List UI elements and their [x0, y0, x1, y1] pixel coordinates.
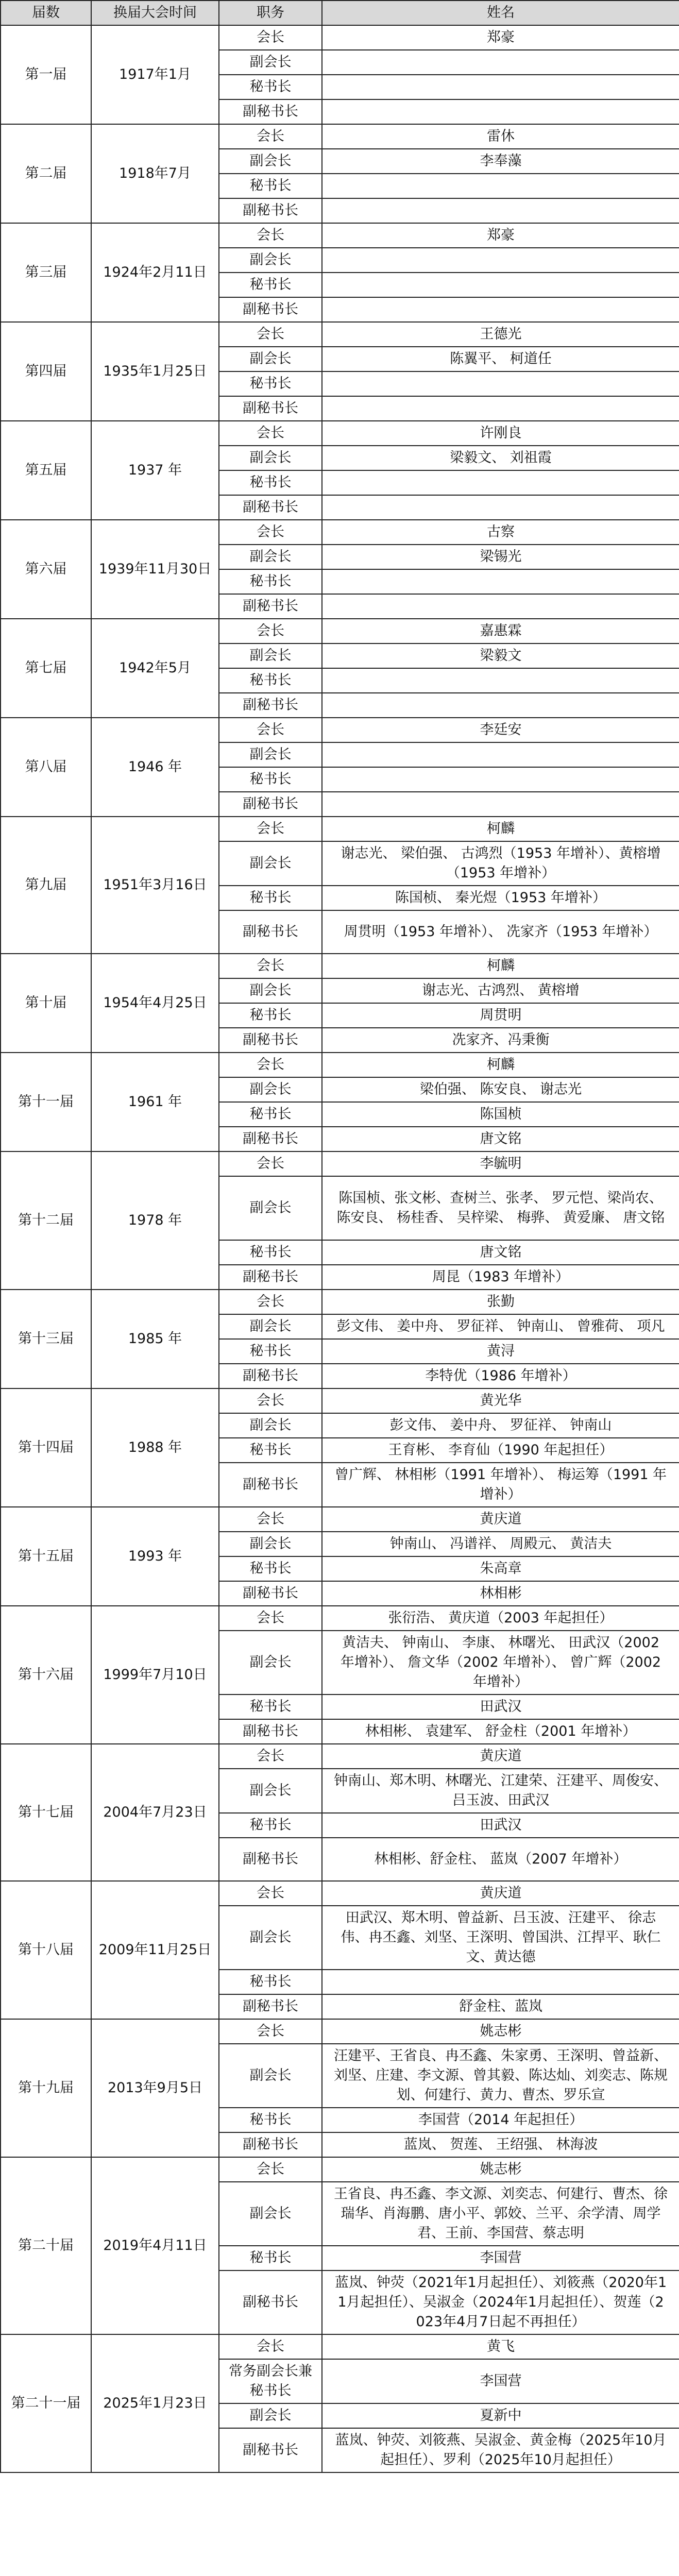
role-cell: 副秘书长	[219, 1463, 322, 1507]
date-cell: 1988 年	[91, 1388, 219, 1507]
name-cell: 黄庆道	[322, 1507, 679, 1532]
session-cell: 第十四届	[1, 1388, 91, 1507]
name-cell: 唐文铭	[322, 1127, 679, 1151]
name-cell: 雷休	[322, 124, 679, 149]
role-cell: 秘书长	[219, 1102, 322, 1127]
name-cell: 李廷安	[322, 718, 679, 742]
header-role: 职务	[219, 1, 322, 25]
role-cell: 会长	[219, 1290, 322, 1314]
session-cell: 第十六届	[1, 1606, 91, 1744]
name-cell: 李国营	[322, 2246, 679, 2270]
role-cell: 会长	[219, 520, 322, 545]
role-cell: 副秘书长	[219, 2270, 322, 2334]
name-cell	[322, 174, 679, 198]
name-cell: 李国营	[322, 2359, 679, 2403]
role-cell: 副会长	[219, 2044, 322, 2108]
role-cell: 秘书长	[219, 75, 322, 99]
date-cell: 2025年1月23日	[91, 2334, 219, 2472]
session-cell: 第一届	[1, 25, 91, 124]
name-cell: 陈国桢	[322, 1102, 679, 1127]
name-cell	[322, 248, 679, 273]
name-cell: 李毓明	[322, 1151, 679, 1176]
session-cell: 第二十届	[1, 2157, 91, 2334]
header-date: 换届大会时间	[91, 1, 219, 25]
name-cell: 蓝岚、钟荧（2021年1月起担任）、刘筱燕（2020年11月起担任）、吴淑金（2024年1月起担任）、贺莲（2023年4月7日起不再担任）	[322, 2270, 679, 2334]
role-cell: 副会长	[219, 1532, 322, 1556]
session-cell: 第八届	[1, 718, 91, 817]
name-cell	[322, 371, 679, 396]
role-cell: 副会长	[219, 1906, 322, 1970]
name-cell: 陈国桢、 秦光煜（1953 年增补）	[322, 886, 679, 910]
name-cell: 彭文伟、 姜中舟、 罗征祥、 钟南山	[322, 1413, 679, 1438]
role-cell: 会长	[219, 619, 322, 643]
role-cell: 副会长	[219, 643, 322, 668]
role-cell: 副秘书长	[219, 1581, 322, 1606]
session-cell: 第十一届	[1, 1053, 91, 1151]
role-cell: 会长	[219, 2334, 322, 2359]
table-row	[1, 322, 679, 347]
role-cell: 副秘书长	[219, 1127, 322, 1151]
session-cell: 第二十一届	[1, 2334, 91, 2472]
name-cell: 郑豪	[322, 25, 679, 50]
table-row	[1, 421, 679, 446]
name-cell: 梁锡光	[322, 545, 679, 569]
table-row	[1, 2157, 679, 2182]
role-cell: 秘书长	[219, 1003, 322, 1028]
name-cell	[322, 198, 679, 223]
name-cell: 姚志彬	[322, 2157, 679, 2182]
name-cell: 梁伯强、 陈安良、 谢志光	[322, 1077, 679, 1102]
name-cell	[322, 742, 679, 767]
role-cell: 副秘书长	[219, 297, 322, 322]
role-cell: 秘书长	[219, 273, 322, 297]
name-cell	[322, 75, 679, 99]
table-row	[1, 223, 679, 248]
role-cell: 会长	[219, 718, 322, 742]
role-cell: 副秘书长	[219, 2132, 322, 2157]
role-cell: 常务副会长兼秘书长	[219, 2359, 322, 2403]
name-cell: 彭文伟、 姜中舟、 罗征祥、 钟南山、 曾雅荷、 项凡	[322, 1314, 679, 1339]
role-cell: 会长	[219, 322, 322, 347]
role-cell: 副会长	[219, 446, 322, 470]
date-cell: 2013年9月5日	[91, 2019, 219, 2157]
role-cell: 副秘书长	[219, 792, 322, 817]
table-row	[1, 1151, 679, 1176]
date-cell: 1951年3月16日	[91, 817, 219, 954]
name-cell: 许刚良	[322, 421, 679, 446]
date-cell: 1999年7月10日	[91, 1606, 219, 1744]
name-cell: 黄飞	[322, 2334, 679, 2359]
table-row	[1, 817, 679, 841]
role-cell: 副会长	[219, 50, 322, 75]
session-cell: 第十三届	[1, 1290, 91, 1388]
name-cell: 张衍浩、 黄庆道（2003 年起担任）	[322, 1606, 679, 1631]
table-row	[1, 520, 679, 545]
name-cell: 梁毅文、 刘祖霞	[322, 446, 679, 470]
name-cell: 黄光华	[322, 1388, 679, 1413]
role-cell: 副会长	[219, 545, 322, 569]
role-cell: 副秘书长	[219, 693, 322, 718]
role-cell: 副会长	[219, 347, 322, 371]
name-cell: 柯麟	[322, 817, 679, 841]
table-row	[1, 25, 679, 50]
role-cell: 秘书长	[219, 470, 322, 495]
name-cell: 陈翼平、 柯道任	[322, 347, 679, 371]
table-row	[1, 954, 679, 978]
role-cell: 会长	[219, 1388, 322, 1413]
name-cell: 蓝岚、钟荧、刘筱燕、吴淑金、黄金梅（2025年10月起担任）、罗利（2025年10月起担任）	[322, 2428, 679, 2472]
name-cell	[322, 693, 679, 718]
name-cell	[322, 297, 679, 322]
name-cell: 汪建平、王省良、冉丕鑫、朱家勇、王深明、曾益新、刘坚、庄建、李文源、曾其毅、陈达灿、刘奕志、陈规划、何建行、黄力、曹杰、罗乐宣	[322, 2044, 679, 2108]
name-cell: 李国营（2014 年起担任）	[322, 2108, 679, 2132]
name-cell: 黄庆道	[322, 1881, 679, 1906]
date-cell: 1937 年	[91, 421, 219, 520]
role-cell: 会长	[219, 817, 322, 841]
name-cell: 王省良、冉丕鑫、李文源、刘奕志、何建行、曹杰、徐瑞华、肖海鹏、唐小平、郭姣、兰平、余学清、周学君、王前、李国营、蔡志明	[322, 2182, 679, 2246]
role-cell: 副秘书长	[219, 495, 322, 520]
table-row	[1, 718, 679, 742]
session-cell: 第十二届	[1, 1151, 91, 1290]
name-cell: 钟南山、郑木明、林曙光、江建荣、汪建平、周俊安、吕玉波、田武汉	[322, 1769, 679, 1813]
name-cell: 王德光	[322, 322, 679, 347]
role-cell: 会长	[219, 1053, 322, 1077]
role-cell: 秘书长	[219, 371, 322, 396]
table-row	[1, 1507, 679, 1532]
name-cell: 周昆（1983 年增补）	[322, 1265, 679, 1290]
role-cell: 秘书长	[219, 668, 322, 693]
role-cell: 秘书长	[219, 1970, 322, 1994]
role-cell: 副秘书长	[219, 396, 322, 421]
role-cell: 副秘书长	[219, 1719, 322, 1744]
name-cell: 田武汉、郑木明、曾益新、吕玉波、汪建平、 徐志伟、冉丕鑫、刘坚、王深明、曾国洪、江捍平、耿仁文、黄达德	[322, 1906, 679, 1970]
name-cell: 黄洁夫、 钟南山、 李康、 林曙光、 田武汉（2002 年增补）、 詹文华（2002 年增补）、 曾广辉（2002 年增补）	[322, 1631, 679, 1694]
table-row	[1, 1388, 679, 1413]
date-cell: 1942年5月	[91, 619, 219, 718]
name-cell	[322, 767, 679, 792]
table-row	[1, 1881, 679, 1906]
role-cell: 秘书长	[219, 1438, 322, 1463]
role-cell: 会长	[219, 1606, 322, 1631]
name-cell: 嘉惠霖	[322, 619, 679, 643]
role-cell: 秘书长	[219, 2108, 322, 2132]
date-cell: 1993 年	[91, 1507, 219, 1606]
name-cell: 陈国桢、张文彬、查树兰、张孝、 罗元恺、梁尚农、 陈安良、 杨桂香、 吴梓梁、 梅骅、 黄爱廉、 唐文铭	[322, 1176, 679, 1240]
role-cell: 副会长	[219, 248, 322, 273]
name-cell: 李奉藻	[322, 149, 679, 174]
date-cell: 2009年11月25日	[91, 1881, 219, 2019]
name-cell: 冼家齐、冯秉衡	[322, 1028, 679, 1053]
table-row	[1, 1053, 679, 1077]
name-cell	[322, 594, 679, 619]
name-cell: 田武汉	[322, 1694, 679, 1719]
name-cell: 郑豪	[322, 223, 679, 248]
role-cell: 副会长	[219, 1413, 322, 1438]
date-cell: 1961 年	[91, 1053, 219, 1151]
table-header	[1, 1, 679, 25]
role-cell: 秘书长	[219, 569, 322, 594]
role-cell: 会长	[219, 2019, 322, 2044]
date-cell: 1939年11月30日	[91, 520, 219, 619]
date-cell: 1985 年	[91, 1290, 219, 1388]
table-row	[1, 1744, 679, 1769]
role-cell: 副秘书长	[219, 1838, 322, 1881]
name-cell: 张勤	[322, 1290, 679, 1314]
name-cell: 李特优（1986 年增补）	[322, 1364, 679, 1388]
name-cell: 林相彬	[322, 1581, 679, 1606]
role-cell: 副会长	[219, 2182, 322, 2246]
name-cell: 林相彬、舒金柱、 蓝岚（2007 年增补）	[322, 1838, 679, 1881]
name-cell: 周贯明（1953 年增补）、 冼家齐（1953 年增补）	[322, 910, 679, 954]
role-cell: 会长	[219, 223, 322, 248]
name-cell: 谢志光、 梁伯强、 古鸿烈（1953 年增补）、黄榕增（1953 年增补）	[322, 841, 679, 886]
session-cell: 第九届	[1, 817, 91, 954]
name-cell: 王育彬、 李育仙（1990 年起担任）	[322, 1438, 679, 1463]
name-cell	[322, 99, 679, 124]
role-cell: 副秘书长	[219, 1028, 322, 1053]
session-cell: 第五届	[1, 421, 91, 520]
name-cell: 林相彬、 袁建军、 舒金柱（2001 年增补）	[322, 1719, 679, 1744]
session-cell: 第十七届	[1, 1744, 91, 1881]
role-cell: 会长	[219, 25, 322, 50]
name-cell: 蓝岚、 贺莲、 王绍强、 林海波	[322, 2132, 679, 2157]
role-cell: 会长	[219, 1151, 322, 1176]
name-cell: 古察	[322, 520, 679, 545]
name-cell	[322, 792, 679, 817]
session-cell: 第二届	[1, 124, 91, 223]
date-cell: 1978 年	[91, 1151, 219, 1290]
session-cell: 第十五届	[1, 1507, 91, 1606]
role-cell: 副会长	[219, 978, 322, 1003]
role-cell: 会长	[219, 1881, 322, 1906]
role-cell: 副会长	[219, 1769, 322, 1813]
table-row	[1, 2019, 679, 2044]
date-cell: 1946 年	[91, 718, 219, 817]
name-cell: 姚志彬	[322, 2019, 679, 2044]
role-cell: 秘书长	[219, 767, 322, 792]
session-cell: 第七届	[1, 619, 91, 718]
role-cell: 副秘书长	[219, 910, 322, 954]
name-cell	[322, 1970, 679, 1994]
name-cell	[322, 495, 679, 520]
date-cell: 2004年7月23日	[91, 1744, 219, 1881]
date-cell: 1935年1月25日	[91, 322, 219, 421]
table-row	[1, 124, 679, 149]
header-name: 姓名	[322, 1, 679, 25]
role-cell: 秘书长	[219, 174, 322, 198]
table-row	[1, 2334, 679, 2359]
role-cell: 秘书长	[219, 1813, 322, 1838]
date-cell: 1918年7月	[91, 124, 219, 223]
date-cell: 1954年4月25日	[91, 954, 219, 1053]
name-cell: 夏新中	[322, 2403, 679, 2428]
role-cell: 会长	[219, 1744, 322, 1769]
role-cell: 副秘书长	[219, 1994, 322, 2019]
table-row	[1, 619, 679, 643]
name-cell: 唐文铭	[322, 1240, 679, 1265]
date-cell: 2019年4月11日	[91, 2157, 219, 2334]
session-cell: 第十八届	[1, 1881, 91, 2019]
role-cell: 副会长	[219, 1176, 322, 1240]
role-cell: 秘书长	[219, 1556, 322, 1581]
name-cell: 朱高章	[322, 1556, 679, 1581]
role-cell: 副会长	[219, 1314, 322, 1339]
role-cell: 副秘书长	[219, 99, 322, 124]
role-cell: 副会长	[219, 2403, 322, 2428]
role-cell: 副秘书长	[219, 1265, 322, 1290]
role-cell: 秘书长	[219, 1240, 322, 1265]
session-cell: 第四届	[1, 322, 91, 421]
role-cell: 副秘书长	[219, 198, 322, 223]
session-cell: 第十九届	[1, 2019, 91, 2157]
name-cell	[322, 396, 679, 421]
role-cell: 秘书长	[219, 1339, 322, 1364]
role-cell: 秘书长	[219, 886, 322, 910]
name-cell	[322, 569, 679, 594]
role-cell: 副会长	[219, 1631, 322, 1694]
session-cell: 第六届	[1, 520, 91, 619]
name-cell: 钟南山、 冯谱祥、 周殿元、 黄洁夫	[322, 1532, 679, 1556]
role-cell: 会长	[219, 421, 322, 446]
name-cell: 田武汉	[322, 1813, 679, 1838]
role-cell: 会长	[219, 1507, 322, 1532]
name-cell: 舒金柱、蓝岚	[322, 1994, 679, 2019]
name-cell: 周贯明	[322, 1003, 679, 1028]
table-row	[1, 1290, 679, 1314]
date-cell: 1924年2月11日	[91, 223, 219, 322]
name-cell: 黄庆道	[322, 1744, 679, 1769]
role-cell: 副秘书长	[219, 594, 322, 619]
role-cell: 副会长	[219, 149, 322, 174]
name-cell	[322, 668, 679, 693]
table-body	[1, 25, 679, 2472]
name-cell	[322, 273, 679, 297]
name-cell: 曾广辉、 林相彬（1991 年增补）、 梅运筹（1991 年增补）	[322, 1463, 679, 1507]
name-cell: 柯麟	[322, 1053, 679, 1077]
date-cell: 1917年1月	[91, 25, 219, 124]
role-cell: 副秘书长	[219, 1364, 322, 1388]
session-cell: 第十届	[1, 954, 91, 1053]
table-row	[1, 1606, 679, 1631]
name-cell	[322, 50, 679, 75]
name-cell: 谢志光、古鸿烈、 黄榕增	[322, 978, 679, 1003]
role-cell: 秘书长	[219, 1694, 322, 1719]
session-cell: 第三届	[1, 223, 91, 322]
header-row	[1, 1, 679, 25]
name-cell: 柯麟	[322, 954, 679, 978]
role-cell: 会长	[219, 2157, 322, 2182]
role-cell: 副会长	[219, 742, 322, 767]
name-cell	[322, 470, 679, 495]
role-cell: 副会长	[219, 841, 322, 886]
name-cell: 黄浔	[322, 1339, 679, 1364]
header-session: 届数	[1, 1, 91, 25]
role-cell: 会长	[219, 124, 322, 149]
role-cell: 副会长	[219, 1077, 322, 1102]
name-cell: 梁毅文	[322, 643, 679, 668]
role-cell: 会长	[219, 954, 322, 978]
role-cell: 副秘书长	[219, 2428, 322, 2472]
role-cell: 秘书长	[219, 2246, 322, 2270]
